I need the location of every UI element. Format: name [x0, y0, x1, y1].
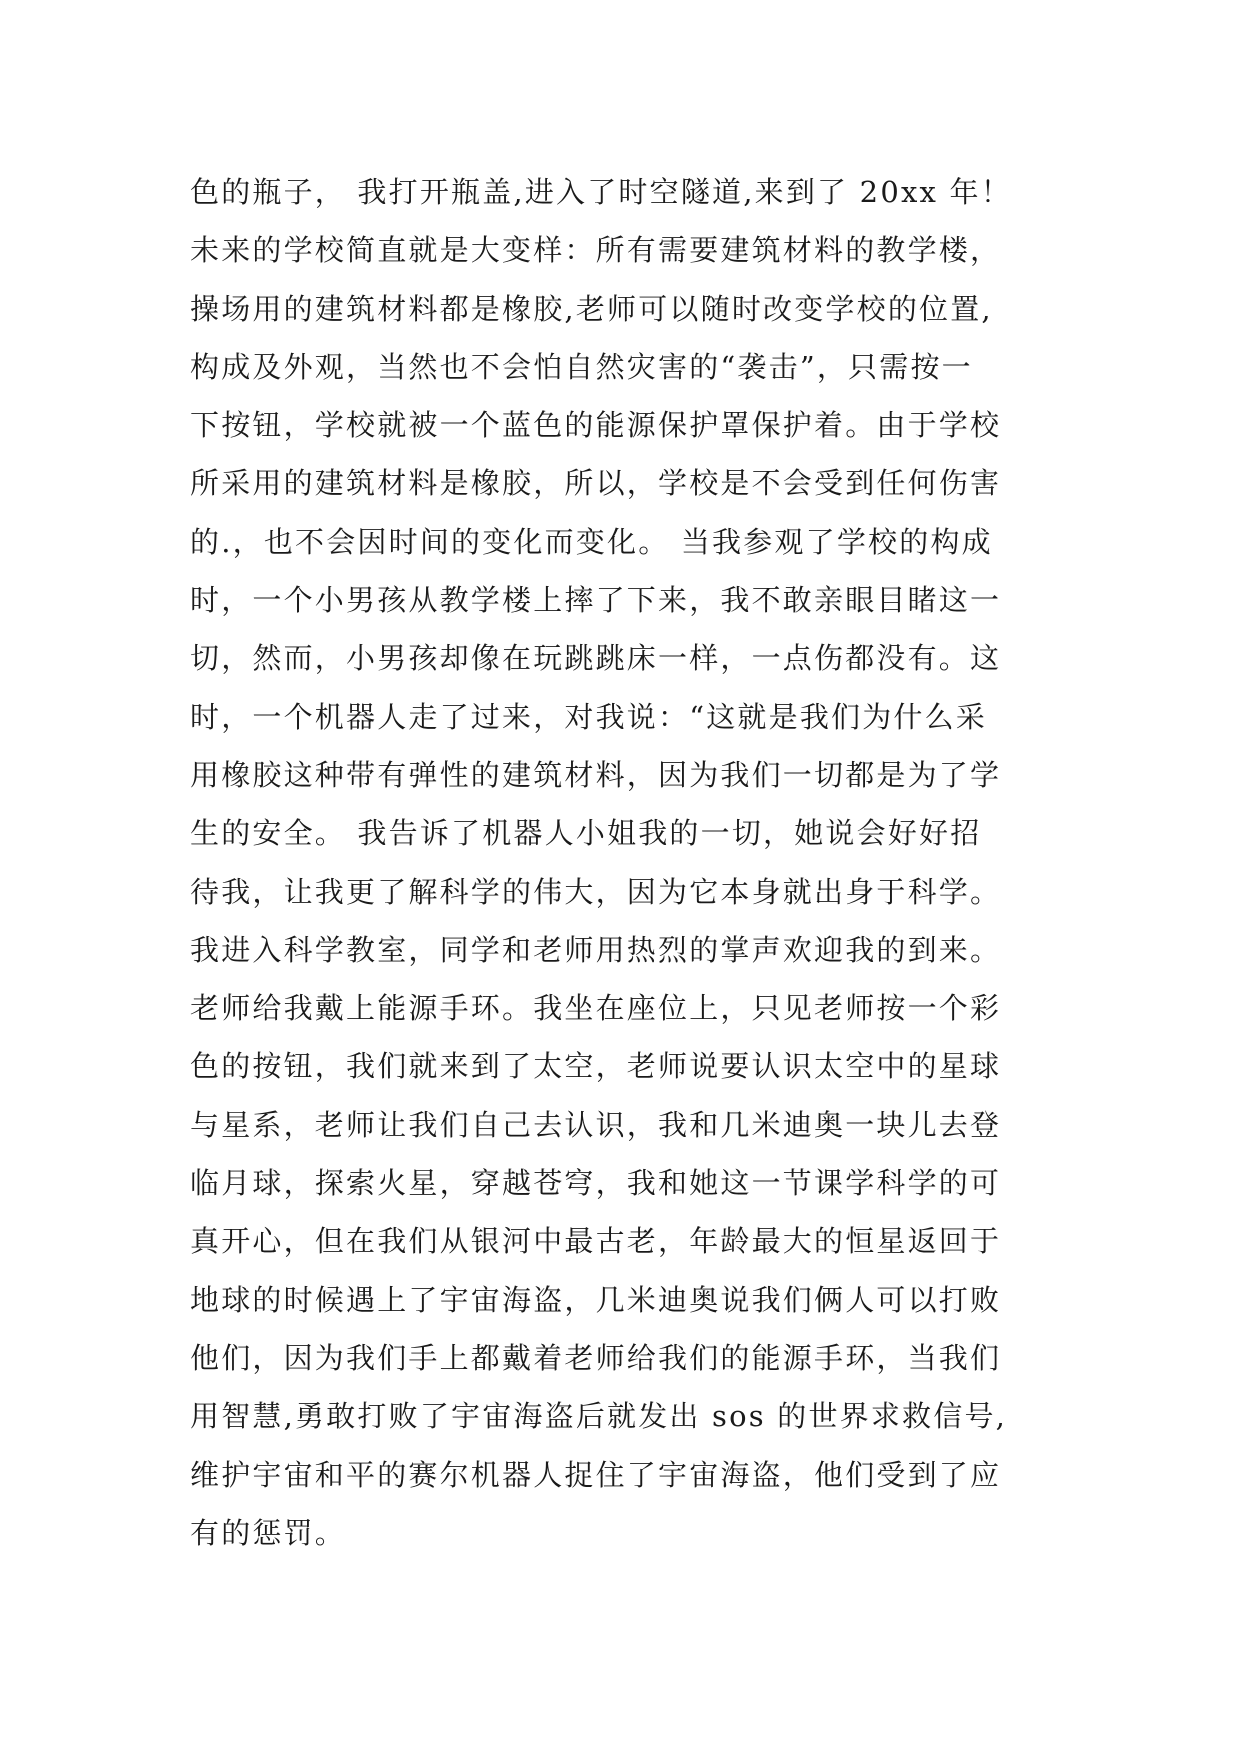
- text-line: 临月球，探索火星，穿越苍穹，我和她这一节课学科学的可: [190, 1166, 1002, 1201]
- text-line: 操场用的建筑材料都是橡胶,老师可以随时改变学校的位置,: [190, 291, 993, 326]
- essay-text: [190, 163, 1090, 1562]
- text-line: 老师给我戴上能源手环。我坐在座位上，只见老师按一个彩: [190, 991, 1002, 1026]
- text-line: 真开心，但在我们从银河中最古老，年龄最大的恒星返回于: [190, 1224, 1002, 1259]
- text-line: 未来的学校简直就是大变样：所有需要建筑材料的教学楼，: [190, 233, 1002, 268]
- text-line: 有的惩罚。: [190, 1515, 347, 1550]
- text-line: 切，然而，小男孩却像在玩跳跳床一样，一点伤都没有。这: [190, 641, 1002, 676]
- text-line: 与星系，老师让我们自己去认识，我和几米迪奥一块儿去登: [190, 1107, 1002, 1142]
- text-line: 色的瓶子， 我打开瓶盖,进入了时空隧道,来到了 20xx 年！: [190, 175, 1012, 209]
- text-line: 待我，让我更了解科学的伟大，因为它本身就出身于科学。: [190, 874, 1002, 909]
- text-line: 生的安全。 我告诉了机器人小姐我的一切，她说会好好招: [190, 816, 982, 851]
- text-line: 下按钮，学校就被一个蓝色的能源保护罩保护着。由于学校: [190, 408, 1002, 443]
- text-line: 时，一个机器人走了过来，对我说：“这就是我们为什么采: [190, 699, 988, 734]
- text-line: 的.，也不会因时间的变化而变化。 当我参观了学校的构成: [190, 524, 993, 559]
- text-line: 构成及外观，当然也不会怕自然灾害的“袭击”，只需按一: [190, 349, 973, 384]
- text-line: 时，一个小男孩从教学楼上摔了下来，我不敢亲眼目睹这一: [190, 583, 1002, 618]
- text-line: 他们，因为我们手上都戴着老师给我们的能源手环，当我们: [190, 1340, 1002, 1375]
- text-line: 维护宇宙和平的赛尔机器人捉住了宇宙海盗，他们受到了应: [190, 1457, 1002, 1492]
- text-line: 用智慧,勇敢打败了宇宙海盗后就发出 sos 的世界求救信号,: [190, 1399, 1008, 1434]
- text-line: 我进入科学教室，同学和老师用热烈的掌声欢迎我的到来。: [190, 932, 1002, 967]
- text-line: 地球的时候遇上了宇宙海盗，几米迪奥说我们俩人可以打败: [190, 1282, 1002, 1317]
- text-line: 所采用的建筑材料是橡胶，所以，学校是不会受到任何伤害: [190, 466, 1002, 501]
- text-line: 用橡胶这种带有弹性的建筑材料，因为我们一切都是为了学: [190, 757, 1002, 792]
- text-line: 色的按钮，我们就来到了太空，老师说要认识太空中的星球: [190, 1049, 1002, 1084]
